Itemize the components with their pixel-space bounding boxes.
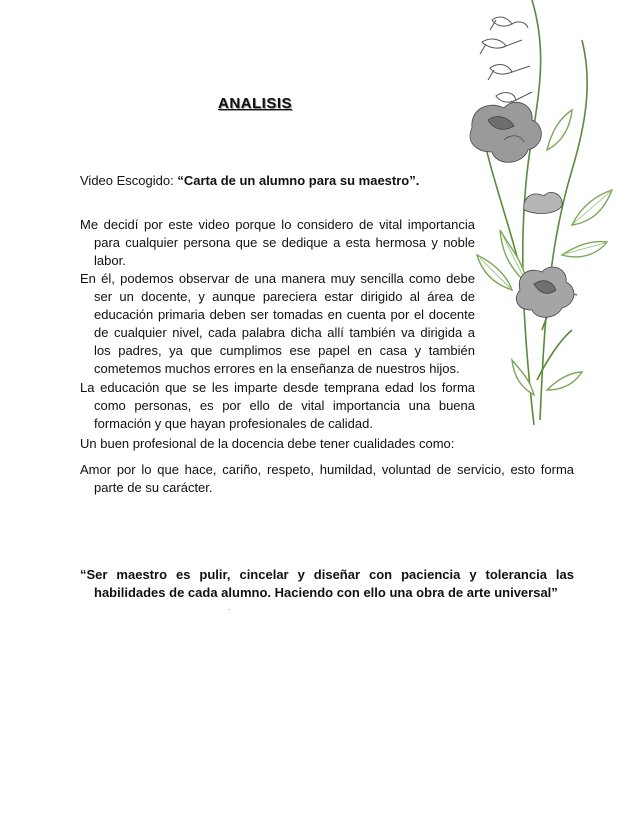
paragraph-5: Amor por lo que hace, cariño, respeto, humildad, voluntad de servicio, esto forma parte de su carácter.: [80, 462, 574, 495]
video-chosen-line: [80, 172, 475, 190]
small-mark: .: [228, 603, 231, 612]
paragraph-2: En él, podemos observar de una manera muy sencilla como debe ser un docente, y aunque pareciera estar dirigido al área de educación primaria deben ser tomadas en cuenta por el docente de cualquier nivel, cada palabra dicha allí también va dirigida a los padres, ya que cumplimos ese papel en casa y también cometemos muchos errores en la enseñanza de nuestros hijos.: [80, 271, 475, 376]
paragraph-4: Un buen profesional de la docencia debe tener cualidades como:: [80, 436, 455, 451]
video-label: Video Escogido:: [80, 173, 178, 188]
closing-quote: “Ser maestro es pulir, cincelar y diseñar con paciencia y tolerancia las habilidades de cada alumno. Haciendo con ello una obra de arte universal”: [80, 567, 574, 600]
floral-illustration-icon: [452, 0, 638, 430]
video-title: “Carta de un alumno para su maestro”.: [177, 173, 420, 188]
paragraph-3: La educación que se les imparte desde temprana edad los forma como personas, es por ello de vital importancia una buena formación y que hayan profesionales de calidad.: [80, 380, 475, 431]
page-title: ANALISIS: [218, 95, 293, 112]
paragraph-1: Me decidí por este video porque lo considero de vital importancia para cualquier persona que se dedique a esta hermosa y noble labor.: [80, 217, 475, 268]
